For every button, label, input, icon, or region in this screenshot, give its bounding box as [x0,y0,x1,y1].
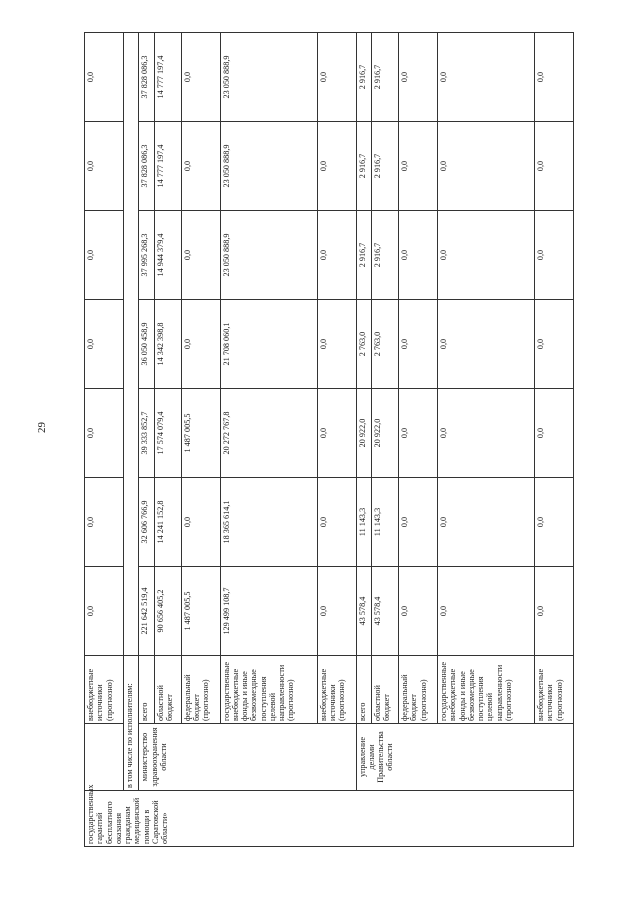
value-cell: 14 241 152,8 [154,478,181,567]
value-cell: 0,0 [317,389,356,478]
value-cell: 0,0 [317,33,356,122]
table-row [123,33,138,847]
value-cell: 37 828 086,3 [139,33,154,122]
table-row [139,33,154,847]
value-cell: 0,0 [437,122,534,211]
value-cell: 0,0 [535,211,574,300]
value-cell: 221 642 519,4 [139,567,154,656]
value-cell: 43 578,4 [356,567,371,656]
value-cell: 2 916,7 [356,33,371,122]
value-cell: 14 342 398,8 [154,300,181,389]
value-cell: 23 050 888,9 [220,122,317,211]
value-cell: 20 272 767,8 [220,389,317,478]
source-cell: федеральный бюджет (прогнозно) [399,656,438,724]
value-cell: 0,0 [399,478,438,567]
value-cell: 0,0 [399,33,438,122]
source-cell: государственные внебюджетные фонды и иные безвозмездные поступления целевой направленности (прогнозно) [437,656,534,724]
value-cell: 0,0 [317,211,356,300]
value-cell: 0,0 [317,122,356,211]
financing-table-body [85,33,574,847]
source-cell: внебюджетные источники (прогнозно) [85,656,124,724]
value-cell: 2 916,7 [356,211,371,300]
executor-name-cell: министерство здравоохранения области [139,724,356,791]
value-cell: 2 916,7 [356,122,371,211]
executor-name-cell: управление делами Правительства области [356,724,573,791]
page-number: 29 [36,422,48,433]
value-cell: 18 365 614,1 [220,478,317,567]
value-cell: 0,0 [399,389,438,478]
financing-table [84,32,574,847]
value-cell: 0,0 [399,122,438,211]
source-cell: внебюджетные источники (прогнозно) [535,656,574,724]
source-cell: областной бюджет [372,656,399,724]
value-cell: 32 606 766,9 [139,478,154,567]
value-cell: 36 050 458,9 [139,300,154,389]
value-cell: 0,0 [399,567,438,656]
value-cell: 0,0 [535,567,574,656]
value-cell: 0,0 [535,389,574,478]
value-cell: 0,0 [437,211,534,300]
value-cell: 20 922,0 [372,389,399,478]
table-row [85,33,124,847]
value-cell: 90 656 405,2 [154,567,181,656]
value-cell: 0,0 [535,300,574,389]
value-cell: 0,0 [535,478,574,567]
value-cell: 0,0 [437,33,534,122]
value-cell: 0,0 [317,478,356,567]
value-cell: 2 916,7 [372,211,399,300]
source-cell: федеральный бюджет (прогнозно) [181,656,220,724]
value-cell: 0,0 [399,300,438,389]
executors-heading: в том числе по исполнителям: [123,656,138,791]
value-cell: 21 708 060,1 [220,300,317,389]
value-cell: 0,0 [317,300,356,389]
value-cell: 0,0 [181,300,220,389]
value-cell: 0,0 [85,300,124,389]
value-cell: 1 487 005,5 [181,567,220,656]
value-cell: 0,0 [85,122,124,211]
value-cell: 0,0 [85,567,124,656]
source-cell: всего [139,656,154,724]
value-cell: 0,0 [535,122,574,211]
table-row [356,33,371,847]
value-cell: 2 916,7 [372,33,399,122]
value-cell: 2 763,0 [372,300,399,389]
source-cell: внебюджетные источники (прогнозно) [317,656,356,724]
value-cell: 0,0 [437,300,534,389]
value-cell: 39 333 852,7 [139,389,154,478]
source-cell: государственные внебюджетные фонды и иные безвозмездные поступления целевой направленности (прогнозно) [220,656,317,724]
value-cell: 37 828 086,3 [139,122,154,211]
value-cell: 23 050 888,9 [220,33,317,122]
value-cell: 11 143,3 [372,478,399,567]
source-cell: областной бюджет [154,656,181,724]
value-cell: 23 050 888,9 [220,211,317,300]
value-cell: 0,0 [85,478,124,567]
value-cell: 0,0 [181,33,220,122]
value-cell: 0,0 [181,122,220,211]
program-title-cell: государственных гарантий бесплатного оказания гражданам медицинской помощи в Саратовской области» [85,791,574,847]
value-cell: 37 995 268,3 [139,211,154,300]
empty-cell [85,724,124,791]
value-cell: 2 763,0 [356,300,371,389]
empty-cell [123,33,138,656]
value-cell: 1 487 005,5 [181,389,220,478]
value-cell: 17 574 079,4 [154,389,181,478]
value-cell: 14 777 197,4 [154,33,181,122]
value-cell: 14 777 197,4 [154,122,181,211]
value-cell: 11 143,3 [356,478,371,567]
value-cell: 0,0 [85,389,124,478]
value-cell: 20 922,0 [356,389,371,478]
value-cell: 0,0 [535,33,574,122]
value-cell: 2 916,7 [372,122,399,211]
value-cell: 0,0 [399,211,438,300]
value-cell: 0,0 [181,211,220,300]
value-cell: 0,0 [437,389,534,478]
value-cell: 0,0 [317,567,356,656]
value-cell: 0,0 [85,33,124,122]
value-cell: 129 499 108,7 [220,567,317,656]
value-cell: 0,0 [437,478,534,567]
value-cell: 0,0 [181,478,220,567]
source-cell: всего [356,656,371,724]
value-cell: 0,0 [85,211,124,300]
rotated-page-content [84,32,574,847]
value-cell: 0,0 [437,567,534,656]
value-cell: 43 578,4 [372,567,399,656]
value-cell: 14 944 379,4 [154,211,181,300]
